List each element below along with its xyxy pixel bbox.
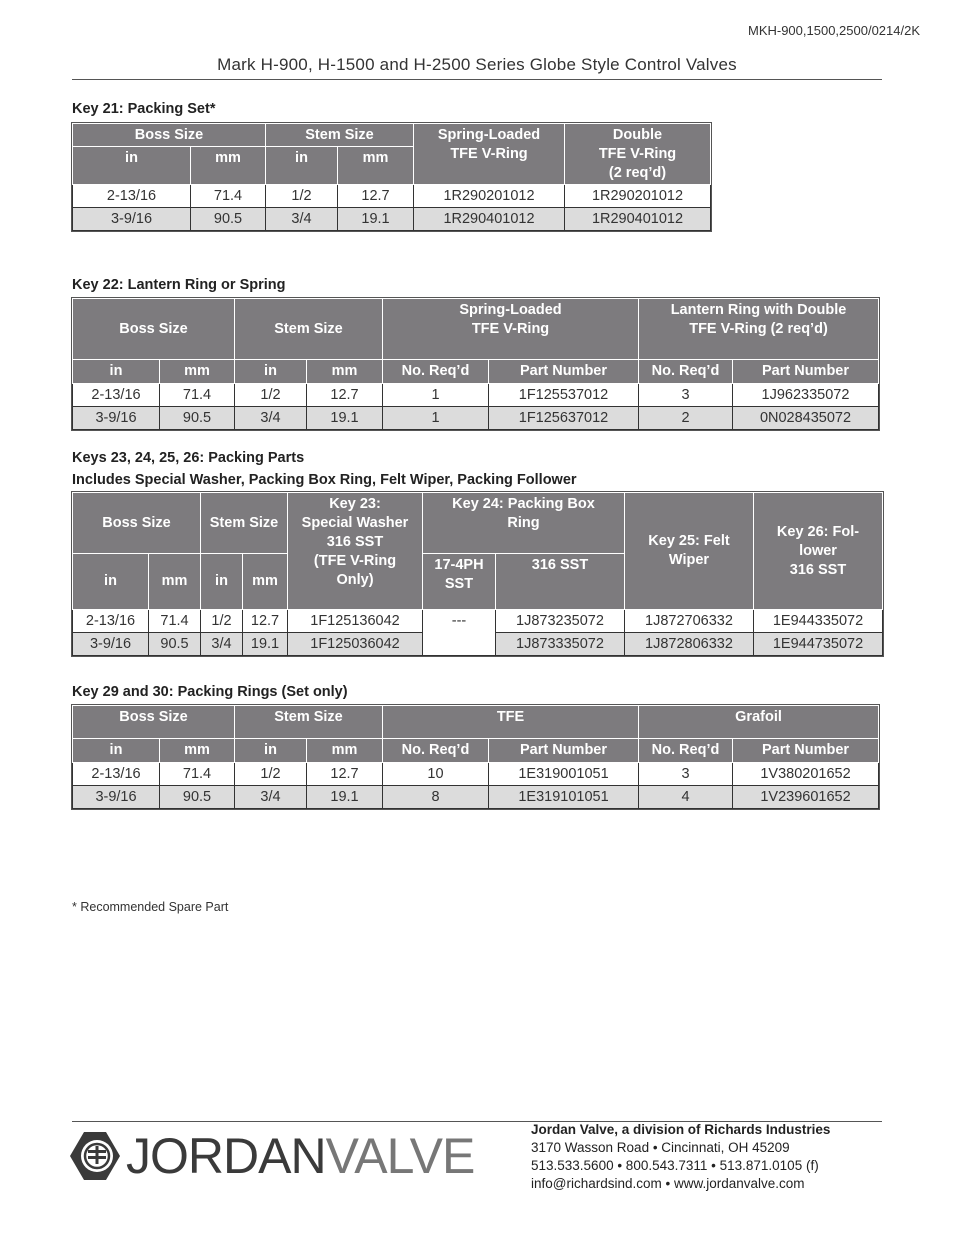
cell: 3 [639,763,733,786]
phone-numbers: 513.533.5600 • 800.543.7311 • 513.871.0105 (f) [531,1158,819,1173]
cell: 19.1 [338,208,414,231]
cell: 1J873235072 [496,610,625,633]
cell: 1R290201012 [565,185,711,208]
cell: 71.4 [160,763,235,786]
cell: 12.7 [307,384,383,407]
cell: 1/2 [235,384,307,407]
cell: 12.7 [307,763,383,786]
keys23-stem-mm-header: mm [243,554,288,610]
logo-text-valve: VALVE [325,1128,475,1184]
key22-heading: Key 22: Lantern Ring or Spring [72,277,286,293]
table-row [73,208,711,231]
cell: 3-9/16 [73,786,160,809]
cell: 19.1 [307,407,383,430]
cell: 90.5 [191,208,266,231]
table-row [73,407,879,430]
document-id: MKH-900,1500,2500/0214/2K [747,23,920,38]
keys23-boss-header: Boss Size [73,493,201,554]
key26-header: Key 26: Fol- lower 316 SST [754,493,883,610]
cell: 12.7 [243,610,288,633]
key22-stem-mm-header: mm [307,360,383,384]
cell: 90.5 [160,786,235,809]
table-row [73,786,879,809]
cell: 1V380201652 [733,763,879,786]
key25-header: Key 25: Felt Wiper [625,493,754,610]
key21-double-header: Double TFE V-Ring (2 req’d) [565,124,711,185]
cell: 71.4 [149,610,201,633]
key29-part-header: Part Number [489,739,639,763]
key29-grafoil-header: Grafoil [639,706,879,739]
key22-stem-in-header: in [235,360,307,384]
key22-part-header: Part Number [489,360,639,384]
key24-header: Key 24: Packing Box Ring [423,493,625,554]
cell: 1J873335072 [496,633,625,656]
key29-stem-mm-header: mm [307,739,383,763]
key21-heading: Key 21: Packing Set* [72,101,216,117]
key23-header: Key 23: Special Washer 316 SST (TFE V-Ring Only) [288,493,423,610]
valve-emblem-icon [70,1128,120,1184]
cell: 1 [383,384,489,407]
keys23-stem-header: Stem Size [201,493,288,554]
key29-req-header: No. Req’d [383,739,489,763]
header-rule [72,79,882,80]
cell: 1F125036042 [288,633,423,656]
key22-in-header: in [73,360,160,384]
cell: 3 [639,384,733,407]
key21-boss-header: Boss Size [73,124,266,147]
key22-table [72,298,879,430]
street-address: 3170 Wasson Road • Cincinnati, OH 45209 [531,1140,790,1155]
key29-table [72,705,879,809]
cell: 2-13/16 [73,763,160,786]
key21-stem-header: Stem Size [266,124,414,147]
key21-stem-in-header: in [266,147,338,185]
cell: 10 [383,763,489,786]
key29-stem-header: Stem Size [235,706,383,739]
keys23-mm-header: mm [149,554,201,610]
key29-heading: Key 29 and 30: Packing Rings (Set only) [72,684,348,700]
key29-req2-header: No. Req’d [639,739,733,763]
cell: 8 [383,786,489,809]
key29-mm-header: mm [160,739,235,763]
cell: 1V239601652 [733,786,879,809]
footer-address [531,1121,830,1193]
cell: 1F125136042 [288,610,423,633]
footnote: * Recommended Spare Part [72,900,229,914]
cell: 4 [639,786,733,809]
key22-boss-header: Boss Size [73,299,235,360]
logo-text-jordan: JORDAN [126,1128,326,1184]
cell: 3-9/16 [73,633,149,656]
cell: 3/4 [235,786,307,809]
cell: 1J872706332 [625,610,754,633]
cell: 1F125637012 [489,407,639,430]
key29-part2-header: Part Number [733,739,879,763]
cell: 3/4 [201,633,243,656]
cell: 1J872806332 [625,633,754,656]
cell: 3/4 [235,407,307,430]
key21-mm-header: mm [191,147,266,185]
table-row [73,763,879,786]
cell: 3-9/16 [73,208,191,231]
cell: 90.5 [149,633,201,656]
cell: 2-13/16 [73,185,191,208]
cell: 1 [383,407,489,430]
table-row [73,185,711,208]
key22-part2-header: Part Number [733,360,879,384]
cell: 90.5 [160,407,235,430]
key21-stem-mm-header: mm [338,147,414,185]
table-row [73,610,883,633]
cell: 1R290201012 [414,185,565,208]
key22-spring-header: Spring-Loaded TFE V-Ring [383,299,639,360]
cell: 1R290401012 [414,208,565,231]
key29-stem-in-header: in [235,739,307,763]
cell: 1/2 [201,610,243,633]
cell: 1/2 [266,185,338,208]
key22-mm-header: mm [160,360,235,384]
page-title: Mark H-900, H-1500 and H-2500 Series Globe Style Control Valves [217,55,737,74]
cell: 2 [639,407,733,430]
table-row [73,384,879,407]
cell: --- [423,610,496,656]
key21-table [72,123,711,231]
cell: 2-13/16 [73,384,160,407]
key29-in-header: in [73,739,160,763]
keys23-in-header: in [73,554,149,610]
key22-stem-header: Stem Size [235,299,383,360]
cell: 1E319101051 [489,786,639,809]
cell: 1R290401012 [565,208,711,231]
company-logo [70,1128,474,1184]
cell: 71.4 [160,384,235,407]
key24-316-header: 316 SST [496,554,625,610]
cell: 1E944335072 [754,610,883,633]
keys23-stem-in-header: in [201,554,243,610]
key24-17-4ph-header: 17-4PH SST [423,554,496,610]
key21-in-header: in [73,147,191,185]
cell: 3/4 [266,208,338,231]
cell: 1E319001051 [489,763,639,786]
cell: 19.1 [243,633,288,656]
web-contact: info@richardsind.com • www.jordanvalve.com [531,1176,805,1191]
cell: 0N028435072 [733,407,879,430]
key22-req2-header: No. Req’d [639,360,733,384]
company-name: Jordan Valve, a division of Richards Industries [531,1122,831,1137]
keys23-subheading: Includes Special Washer, Packing Box Ring, Felt Wiper, Packing Follower [72,472,577,488]
key22-req-header: No. Req’d [383,360,489,384]
cell: 1/2 [235,763,307,786]
key22-lantern-header: Lantern Ring with Double TFE V-Ring (2 req’d) [639,299,879,360]
keys23-table [72,492,883,656]
key29-boss-header: Boss Size [73,706,235,739]
cell: 1E944735072 [754,633,883,656]
cell: 1J962335072 [733,384,879,407]
cell: 71.4 [191,185,266,208]
cell: 3-9/16 [73,407,160,430]
cell: 2-13/16 [73,610,149,633]
cell: 19.1 [307,786,383,809]
keys23-heading: Keys 23, 24, 25, 26: Packing Parts [72,450,305,466]
key29-tfe-header: TFE [383,706,639,739]
key21-spring-header: Spring-Loaded TFE V-Ring [414,124,565,185]
cell: 12.7 [338,185,414,208]
cell: 1F125537012 [489,384,639,407]
